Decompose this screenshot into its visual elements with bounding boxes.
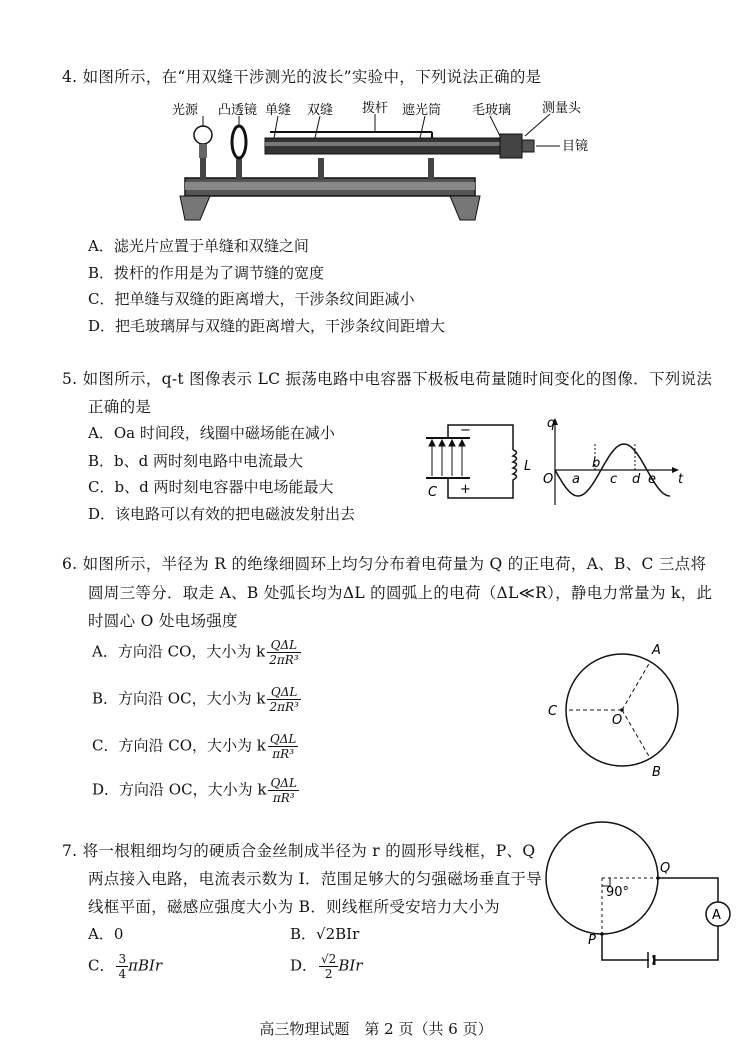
q5-option-d: D．该电路可以有效的把电磁波发射出去 xyxy=(88,505,356,523)
light-bulb-icon xyxy=(194,126,212,144)
point-b-label: b xyxy=(592,456,601,471)
q6-option-c-fraction xyxy=(268,732,298,761)
q5-stem-line1 xyxy=(62,364,712,394)
q6-stem-line3: 时圆心 O 处电场强度 xyxy=(88,612,238,630)
origin-label: O xyxy=(543,472,554,487)
label-tube: 遮光筒 xyxy=(402,103,442,118)
q7-option-d-prefix: D． xyxy=(290,956,318,975)
fraction-numerator: QΔL xyxy=(267,638,300,653)
fraction-denominator: 4 xyxy=(118,967,127,981)
q7-stem-line3: 线框平面，磁感应强度大小为 B．则线框所受安培力大小为 xyxy=(88,898,500,916)
angle-label: 90° xyxy=(606,885,630,900)
point-a-label: a xyxy=(572,472,580,487)
inductor-label: L xyxy=(524,459,532,474)
point-B-label: B xyxy=(652,765,661,780)
q7-option-d xyxy=(290,952,362,981)
q6-stem-line2: 圆周三等分．取走 A、B 处弧长均为ΔL 的圆弧上的电荷（ΔL≪R），静电力常量为 k，此 xyxy=(88,584,713,602)
q7-number: 7. xyxy=(62,842,78,860)
q4-number: 4. xyxy=(62,68,78,86)
q4-stem-text: 如图所示，在“用双缝干涉测光的波长”实验中，下列说法正确的是 xyxy=(82,68,542,86)
q6-option-a xyxy=(92,638,301,667)
capacitor-label: C xyxy=(428,485,438,500)
ring-charge-figure xyxy=(540,634,710,784)
q6-option-b xyxy=(92,685,301,714)
label-convex-lens: 凸透镜 xyxy=(218,103,258,118)
q6-option-c xyxy=(92,732,298,761)
q6-option-b-fraction xyxy=(267,685,300,714)
fraction-numerator: √2 xyxy=(321,952,337,966)
lc-circuit-figure xyxy=(418,420,538,510)
q6-option-b-text: B．方向沿 OC，大小为 k xyxy=(92,689,266,708)
label-light-source: 光源 xyxy=(172,103,199,118)
point-C-label: C xyxy=(548,704,558,719)
fraction-numerator: QΔL xyxy=(269,732,297,746)
q6-option-c-text: C．方向沿 CO，大小为 k xyxy=(92,736,266,755)
measuring-head xyxy=(500,134,522,158)
center-O-label: O xyxy=(612,713,623,728)
q7-option-c-fraction xyxy=(116,952,128,981)
q4-option-b: B．拨杆的作用是为了调节缝的宽度 xyxy=(88,264,325,282)
fraction-denominator: πR³ xyxy=(272,791,295,805)
point-P-label: P xyxy=(588,933,596,948)
q5-number: 5. xyxy=(62,370,78,388)
inductor-coil xyxy=(513,450,517,482)
fraction-denominator: 2πR³ xyxy=(269,700,299,714)
point-d-label: d xyxy=(632,472,641,487)
eyepiece xyxy=(522,140,534,152)
ammeter-label: A xyxy=(712,908,721,923)
fraction-numerator: 3 xyxy=(118,952,127,966)
q7-option-b: B．√2BIr xyxy=(290,925,360,943)
fraction-denominator: 2 xyxy=(324,967,333,981)
q7-option-a: A．0 xyxy=(88,925,124,943)
q6-option-d-text: D．方向沿 OC，大小为 k xyxy=(92,780,267,799)
q6-option-d-fraction xyxy=(268,776,298,805)
q4-option-a: A．滤光片应置于单缝和双缝之间 xyxy=(88,237,309,255)
circular-loop-figure xyxy=(540,820,740,980)
label-ground-glass: 毛玻璃 xyxy=(472,103,512,118)
point-c-label: c xyxy=(610,472,618,487)
q6-stem-text-1: 如图所示，半径为 R 的绝缘细圆环上均匀分布着电荷量为 Q 的正电荷，A、B、C 三点将 xyxy=(82,555,707,573)
q5-stem-text-1: 如图所示，q-t 图像表示 LC 振荡电路中电容器下极板电荷量随时间变化的图像．下列说法 xyxy=(82,370,713,388)
point-A-label: A xyxy=(652,643,661,658)
fraction-denominator: 2πR³ xyxy=(269,653,299,667)
q4-option-c: C．把单缝与双缝的距离增大，干涉条纹间距减小 xyxy=(88,290,415,308)
q6-option-d xyxy=(92,776,299,805)
point-e-label: e xyxy=(648,472,656,487)
label-measuring-head: 测量头 xyxy=(542,101,582,116)
axis-t-label: t xyxy=(678,472,684,487)
q7-option-c xyxy=(88,952,162,981)
label-double-slit: 双缝 xyxy=(307,103,334,118)
label-single-slit: 单缝 xyxy=(265,103,292,118)
q6-option-a-fraction xyxy=(267,638,300,667)
q7-stem-line2: 两点接入电路，电流表示数为 I．范围足够大的匀强磁场垂直于导 xyxy=(88,870,543,888)
q6-stem-line1 xyxy=(62,549,706,579)
rail-right-foot xyxy=(450,196,480,220)
q5-option-a: A．Oa 时间段，线圈中磁场能在减小 xyxy=(88,424,335,442)
label-lever: 拨杆 xyxy=(362,101,389,116)
label-eyepiece: 目镜 xyxy=(562,139,589,154)
q6-number: 6. xyxy=(62,555,78,573)
q7-option-d-suffix: BIr xyxy=(338,956,363,975)
q5-option-b: B．b、d 两时刻电路中电流最大 xyxy=(88,452,303,470)
page-footer: 高三物理试题 第 2 页（共 6 页） xyxy=(259,1020,493,1038)
fraction-numerator: QΔL xyxy=(270,776,297,790)
q5-stem-line2: 正确的是 xyxy=(88,398,152,416)
q7-stem-line1 xyxy=(62,836,535,866)
q4-stem xyxy=(62,62,541,92)
plus-sign: + xyxy=(460,482,471,497)
axis-q-label: q xyxy=(547,416,556,431)
convex-lens-icon xyxy=(232,126,246,158)
q6-option-a-text: A．方向沿 CO，大小为 k xyxy=(92,642,266,661)
q4-option-d: D．把毛玻璃屏与双缝的距离增大，干涉条纹间距增大 xyxy=(88,317,446,335)
q7-option-d-fraction xyxy=(319,952,338,981)
q5-option-c: C．b、d 两时刻电容器中电场能最大 xyxy=(88,478,334,496)
fraction-numerator: QΔL xyxy=(267,685,300,700)
minus-sign: − xyxy=(460,423,471,438)
q7-stem-text-1: 将一根粗细均匀的硬质合金丝制成半径为 r 的圆形导线框，P、Q xyxy=(82,842,536,860)
double-slit-apparatus-figure xyxy=(170,100,590,230)
rail-left-foot xyxy=(180,196,210,220)
fraction-denominator: πR³ xyxy=(272,747,294,761)
q7-option-c-suffix: πBIr xyxy=(128,956,163,975)
point-Q-label: Q xyxy=(660,861,671,876)
q-t-graph xyxy=(540,415,690,510)
q7-option-c-prefix: C． xyxy=(88,956,115,975)
